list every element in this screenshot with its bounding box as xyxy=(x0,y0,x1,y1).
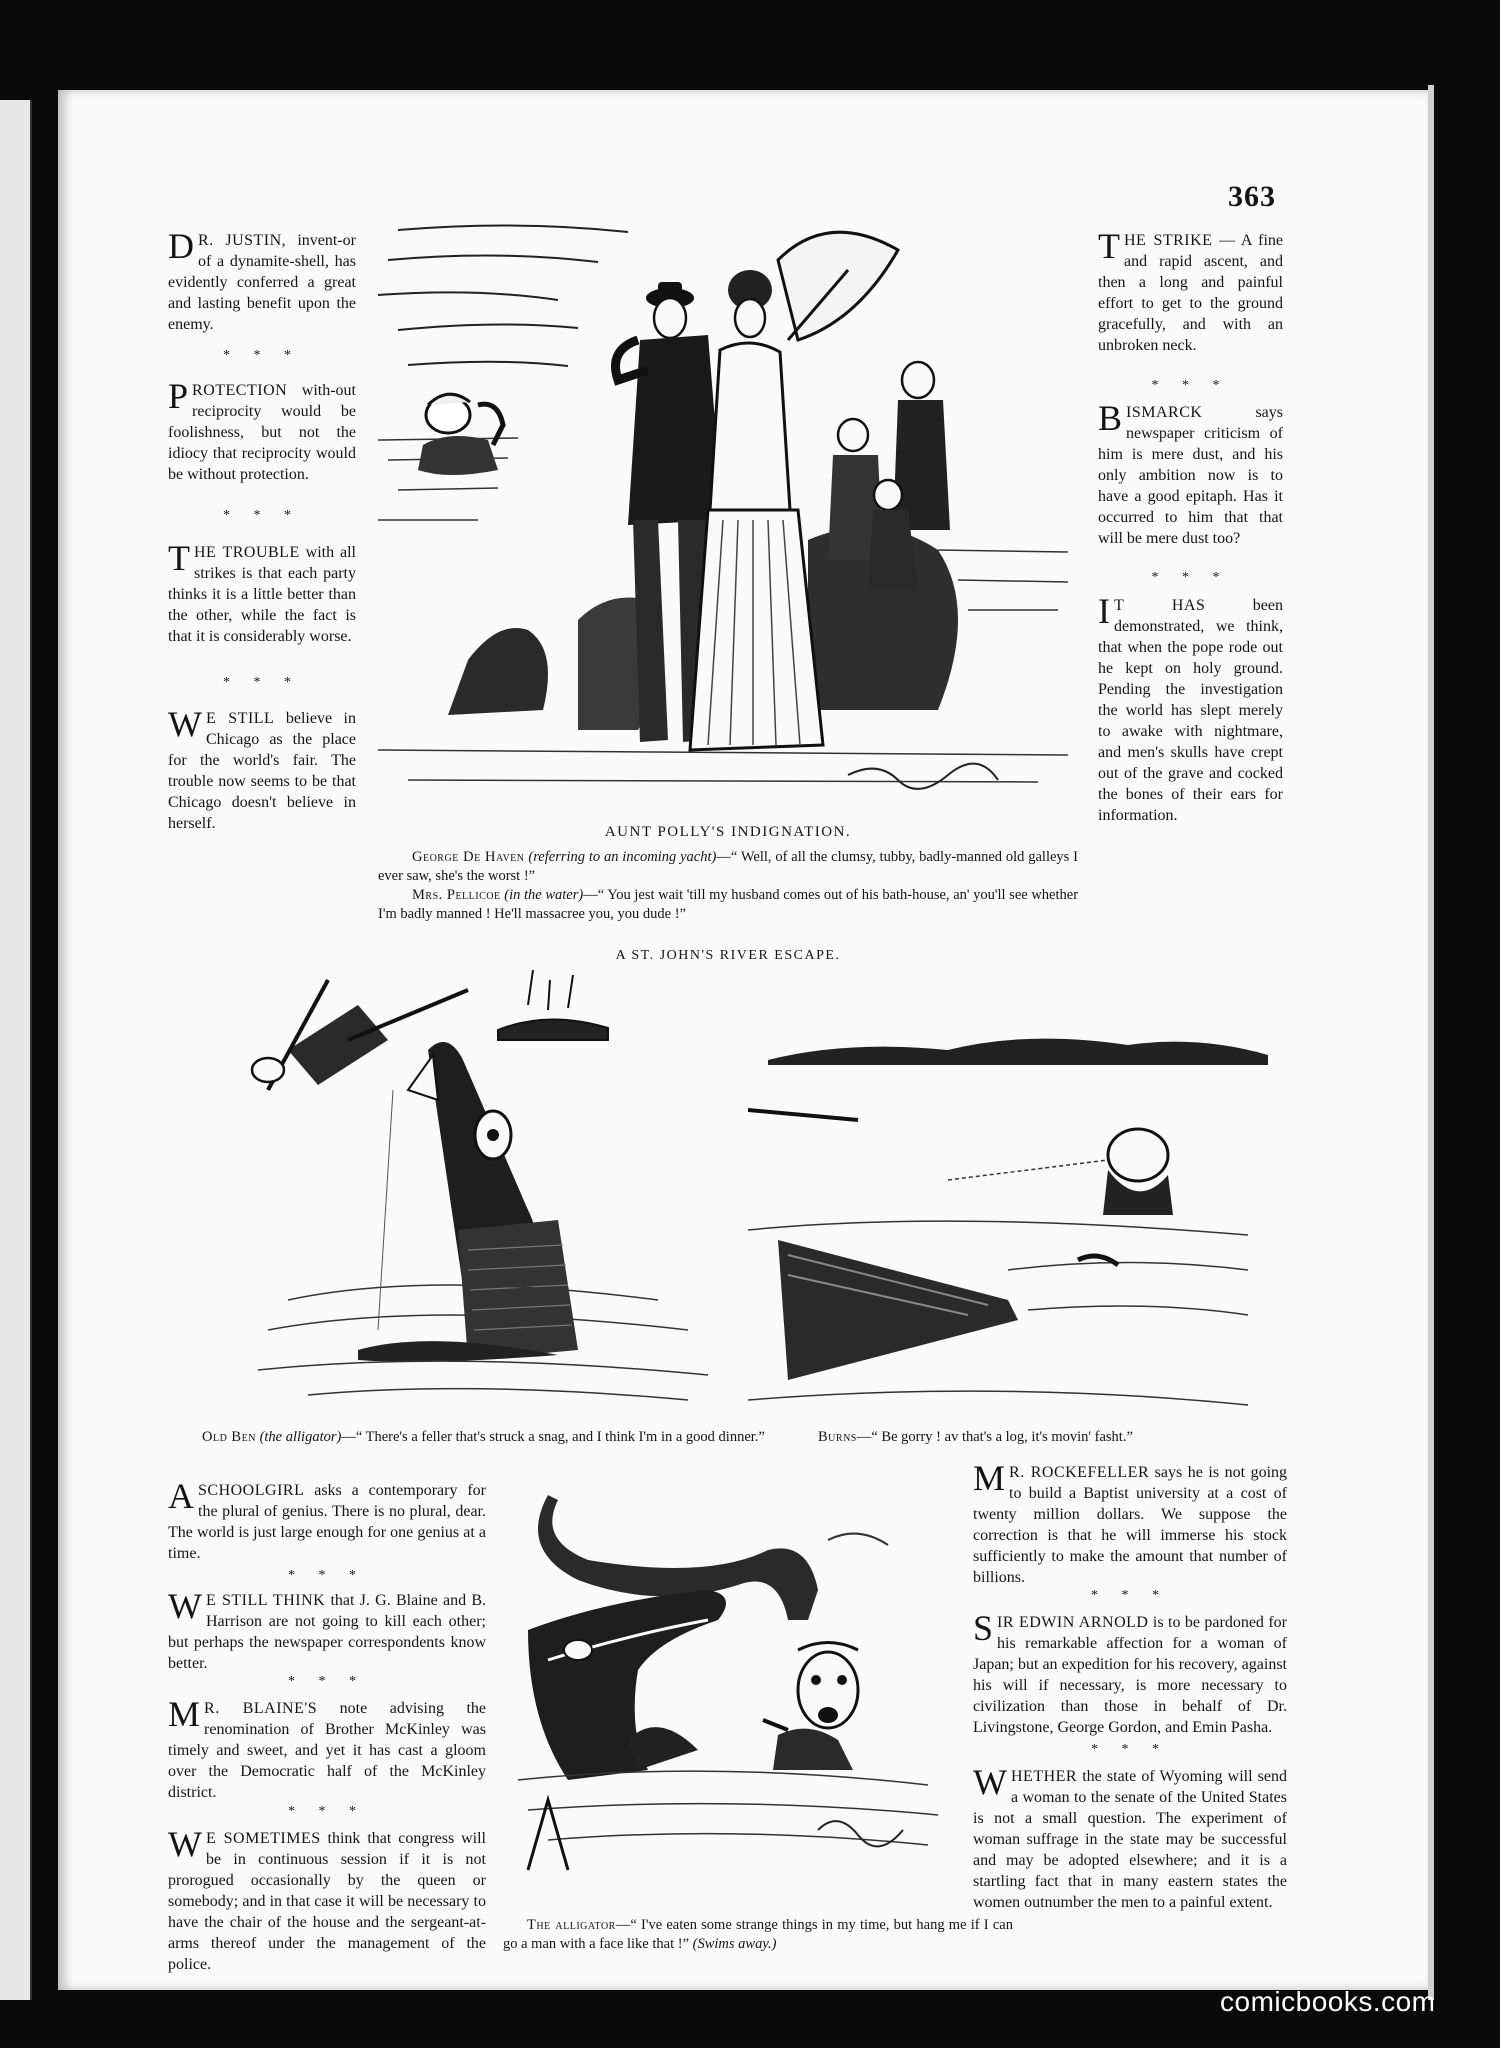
caption-text: —“ You jest wait 'till my husband comes out of his bath-house, an' you'll see whether I'm badly manned ! He'll massacree you, you dude !” xyxy=(378,887,1079,922)
drop-cap: W xyxy=(973,1762,1007,1802)
paragraph-text: the state of Wyoming will send a woman to the senate of the United States is not a small question. The experiment of woman suffrage in the state may be successful and may be adopted elsewhere; and it is a startling fact that in many eastern states the women outnumber the men to a painful extent. xyxy=(973,1768,1287,1911)
drop-cap: M xyxy=(168,1694,201,1734)
parasol xyxy=(778,232,898,340)
paragraph-text: with-out reciprocity would be foolishness, but not the idiocy that reciprocity would be without protection. xyxy=(168,382,356,483)
section-divider: * * * xyxy=(288,1674,366,1689)
drop-cap: A xyxy=(168,1476,194,1516)
paragraph-the-strike xyxy=(1098,226,1283,356)
caption-line-pellicoe xyxy=(378,886,1078,924)
paragraph-text: been demonstrated, we think, that when the pope rode out he kept on holy ground. Pending the investigation the world has slept merely to awake with nightmare, and men's skulls have crept out of the grave and cocked the bones of their ears for information. xyxy=(1098,597,1283,824)
paragraph-text: note advising the renomination of Brother McKinley was timely and sweet, and yet it has cast a gloom over the Democratic half of the McKinley district. xyxy=(168,1700,486,1801)
drop-cap: T xyxy=(168,538,190,578)
drop-cap: W xyxy=(168,1824,202,1864)
section-divider: * * * xyxy=(1091,1588,1169,1603)
drop-cap: B xyxy=(1098,398,1123,438)
caption-stage-direction: (referring to an incoming yacht) xyxy=(528,849,717,865)
burns-swimming xyxy=(948,1129,1173,1215)
caption-title-aunt-polly: AUNT POLLY'S INDIGNATION. xyxy=(604,824,852,840)
caption-title-st-johns: A ST. JOHN'S RIVER ESCAPE. xyxy=(615,948,841,963)
sky-hatching xyxy=(378,225,628,366)
caption-old-ben xyxy=(168,1428,788,1447)
illustration-alligator-rising xyxy=(228,970,748,1410)
paragraph-text: that J. G. Blaine and B. Harrison are not going to kill each other; but perhaps the newspaper correspondents know better. xyxy=(168,1592,486,1672)
paragraph-it-has xyxy=(1098,591,1283,826)
paragraph-dr-justin xyxy=(168,226,356,335)
drop-cap: T xyxy=(1098,226,1120,266)
paragraph-protection xyxy=(168,376,356,485)
paragraph-text: asks a contemporary for the plural of genius. There is no plural, dear. The world is just large enough for one genius at a time. xyxy=(168,1482,486,1562)
ripples xyxy=(518,1771,938,1845)
artist-signature xyxy=(818,1821,903,1846)
paragraph-text: think that congress will be in continuous session if it is not prorogued occasionally by the queen or somebody; and in that case it will be necessary to have the chair of the house and the sergeant-at-arms thereof under the management of the police. xyxy=(168,1830,486,1973)
swimming-woman-figure xyxy=(418,394,503,475)
paragraph-text: — A fine and rapid ascent, and then a long and painful effort to get to the ground gracefully, and with an unbroken neck. xyxy=(1098,232,1283,354)
lead-words: T HAS xyxy=(1114,597,1206,614)
palm-trees xyxy=(498,970,608,1040)
caption-text: —“ I've eaten some strange things in my time, but hang me if I can go a man with a face like that !” xyxy=(503,1917,1013,1952)
caption-speaker: The alligator xyxy=(527,1917,616,1933)
paragraph-text: says he is not going to build a Baptist university at a cost of twenty million dollars. We suppose the correction is that he will immerse his stock sufficiently to make the amount that number of billions. xyxy=(973,1464,1288,1586)
lead-words: SCHOOLGIRL xyxy=(198,1482,305,1499)
section-divider: * * * xyxy=(223,348,301,363)
distant-alligator xyxy=(748,1110,858,1120)
lead-words: R. JUSTIN, xyxy=(198,232,287,249)
illustration-log-in-river xyxy=(748,1010,1268,1410)
section-divider: * * * xyxy=(1151,378,1230,393)
caption-stage-direction: (in the water) xyxy=(504,887,584,903)
caption-text: —“ Be gorry ! av that's a log, it's movin' fasht.” xyxy=(856,1429,1133,1445)
page-edge xyxy=(1428,85,1434,2000)
drop-cap: M xyxy=(973,1458,1006,1498)
paragraph-wyoming xyxy=(973,1762,1287,1913)
lead-words: IR EDWIN ARNOLD xyxy=(997,1614,1149,1631)
lead-words: E SOMETIMES xyxy=(205,1830,321,1847)
caption-burns xyxy=(818,1428,1288,1447)
artist-signature xyxy=(848,764,998,789)
distant-shoreline xyxy=(768,1039,1268,1065)
caption-text: —“ Well, of all the clumsy, tubby, badly-manned old galleys I ever saw, she's the worst !” xyxy=(378,849,1078,884)
paragraph-the-trouble xyxy=(168,538,357,647)
caption-stage-direction: (the alligator) xyxy=(259,1429,342,1445)
section-divider: * * * xyxy=(288,1568,366,1583)
paragraph-text: is to be pardoned for his remarkable affection for a woman of Japan; but an expedition for his recovery, against his will if necessary, is more necessary to civilization than those in behalf of Dr. Livingstone, George Gordon, and Emin Pasha. xyxy=(973,1614,1288,1736)
caption-text: —“ There's a feller that's struck a snag, and I think I'm in a good dinner.” xyxy=(341,1429,765,1445)
drop-cap: W xyxy=(168,704,202,744)
lead-words: HETHER xyxy=(1010,1768,1078,1785)
page-number: 363 xyxy=(1228,180,1276,213)
paragraph-schoolgirl xyxy=(168,1476,486,1564)
drop-cap: I xyxy=(1098,591,1110,631)
sinking-rowboat xyxy=(778,1240,1018,1380)
paragraph-blaine-note xyxy=(168,1694,486,1803)
paragraph-text: says newspaper criticism of him is mere dust, and his only ambition now is to have a good epitaph. Has it occurred to him that that will be mere dust too? xyxy=(1098,404,1283,547)
magazine-page xyxy=(58,90,1428,1990)
site-watermark: comicbooks.com xyxy=(1220,1986,1436,2017)
drop-cap: D xyxy=(168,226,194,266)
illustration-aunt-polly xyxy=(378,190,1078,820)
drop-cap: S xyxy=(973,1608,994,1648)
caption-speaker: Old Ben xyxy=(202,1429,256,1445)
illustration-alligator-and-man xyxy=(508,1470,1008,1910)
distant-shrubs xyxy=(828,1534,888,1545)
lead-words: R. BLAINE'S xyxy=(204,1700,318,1717)
paragraph-text: believe in Chicago as the place for the world's fair. The trouble now seems to be that Chicago doesn't believe in herself. xyxy=(168,710,356,832)
paragraph-blaine-harrison xyxy=(168,1586,486,1674)
caption-aunt-polly-dialogue xyxy=(378,848,1078,924)
paragraph-bismarck xyxy=(1098,398,1283,549)
lead-words: HE TROUBLE xyxy=(194,544,300,561)
alligator-claw xyxy=(528,1800,568,1870)
drop-cap: P xyxy=(168,376,189,416)
paragraph-rockefeller xyxy=(973,1458,1288,1588)
section-divider: * * * xyxy=(223,508,301,523)
frightened-man xyxy=(763,1643,858,1771)
water-drip xyxy=(378,1090,393,1330)
section-divider: * * * xyxy=(1151,570,1230,585)
lead-words: ROTECTION xyxy=(192,382,288,399)
paragraph-text: with all strikes is that each party thinks it is a little better than the other, while the fact is that it is considerably worse. xyxy=(168,544,357,645)
caption-speaker: George De Haven xyxy=(412,849,525,865)
section-divider: * * * xyxy=(1091,1742,1169,1757)
paragraph-we-still xyxy=(168,704,356,834)
lead-words: ISMARCK xyxy=(1126,404,1203,421)
paragraph-congress xyxy=(168,1824,486,1975)
caption-stage-direction: (Swims away.) xyxy=(692,1936,777,1952)
woman-figure-aunt-polly xyxy=(690,270,823,750)
alligator-head xyxy=(528,1590,726,1780)
previous-page-edge xyxy=(0,100,32,2000)
lead-words: E STILL xyxy=(205,710,275,727)
section-divider: * * * xyxy=(288,1804,366,1819)
lead-words: E STILL THINK xyxy=(205,1592,326,1609)
alligator-rising xyxy=(358,1042,578,1362)
paragraph-edwin-arnold xyxy=(973,1608,1288,1738)
lead-words: R. ROCKEFELLER xyxy=(1009,1464,1150,1481)
paragraph-text: invent-or of a dynamite-shell, has evidently conferred a great and lasting benefit upon the enemy. xyxy=(168,232,356,333)
caption-alligator-bottom xyxy=(503,1916,1013,1954)
caption-speaker: Mrs. Pellicoe xyxy=(412,887,501,903)
lead-words: HE STRIKE xyxy=(1124,232,1213,249)
caption-line-george xyxy=(378,848,1078,886)
caption-speaker: Burns xyxy=(818,1429,857,1445)
drop-cap: W xyxy=(168,1586,202,1626)
section-divider: * * * xyxy=(223,675,301,690)
